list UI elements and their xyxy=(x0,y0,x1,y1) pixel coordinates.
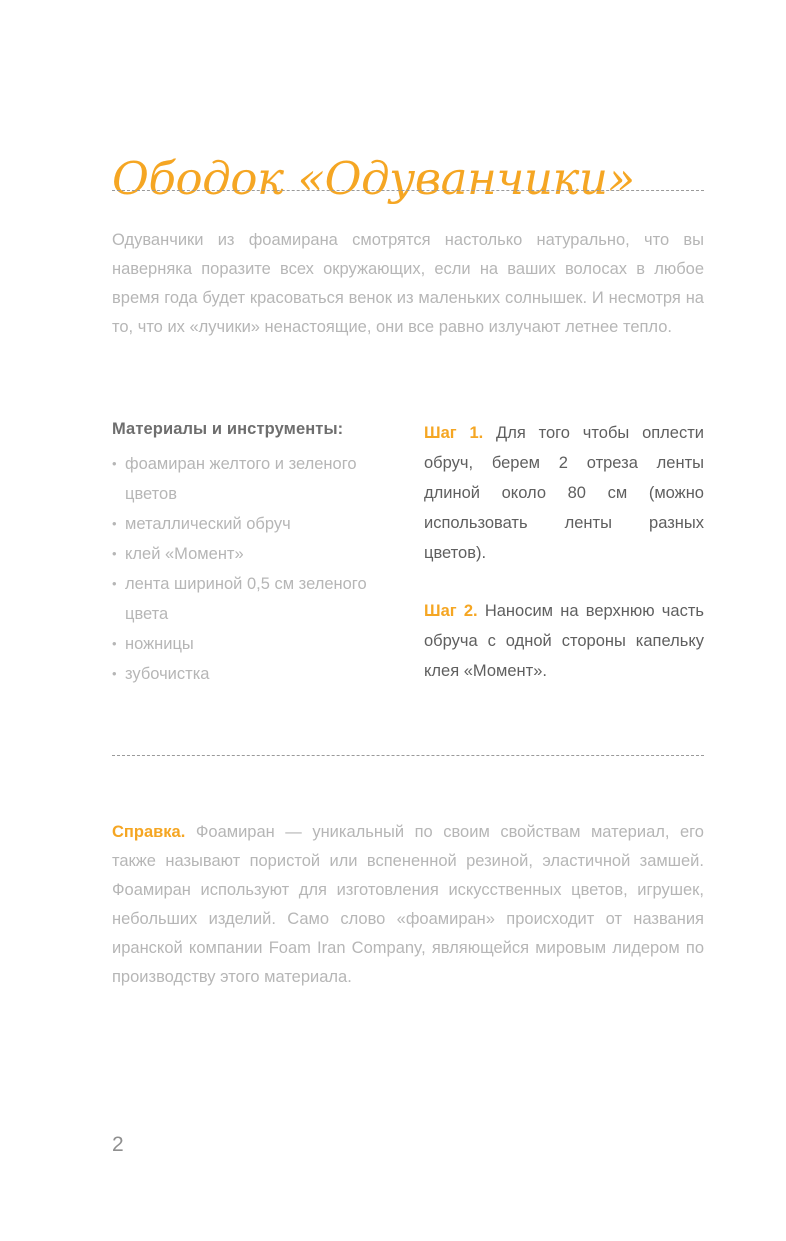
step-1 xyxy=(424,418,704,568)
step-2-label: Шаг 2. xyxy=(424,602,478,620)
step-1-text: Для того чтобы оплести обруч, берем 2 отреза ленты длиной около 80 см (можно использовать ленты разных цветов). xyxy=(424,424,705,562)
materials-list xyxy=(112,449,394,689)
page-title: Ободок «Одуванчики» xyxy=(112,152,635,206)
page-number: 2 xyxy=(112,1133,124,1156)
list-item: • лента шириной 0,5 см зеленого цвета xyxy=(112,569,394,629)
list-item: • зубочистка xyxy=(112,659,394,689)
intro-paragraph: Одуванчики из фоамирана смотрятся настолько натурально, что вы наверняка поразите всех окружающих, если на ваших волосах в любое время года будет красоваться венок из маленьких солнышек. И несмотря на то, что их «лучики» ненастоящие, они все равно излучают летнее тепло. xyxy=(112,230,704,336)
reference-paragraph xyxy=(112,818,704,992)
step-2 xyxy=(424,596,704,686)
divider-above-reference xyxy=(112,755,704,756)
materials-column xyxy=(112,418,394,689)
step-1-label: Шаг 1. xyxy=(424,424,484,442)
steps-column xyxy=(424,418,704,686)
reference-label: Справка. xyxy=(112,822,186,841)
step-2-text: Наносим на верхнюю часть обруча с одной стороны капельку клея «Момент». xyxy=(424,602,704,680)
divider-under-title xyxy=(112,190,704,191)
list-item: • фоамиран желтого и зеленого цветов xyxy=(112,449,394,509)
list-item: • металлический обруч xyxy=(112,509,394,539)
list-item: • ножницы xyxy=(112,629,394,659)
reference-text: Фоамиран — уникальный по своим свойствам материал, его также называют пористой или вспененной резиной, эластичной замшей. Фоамиран используют для изготовления искусственных цветов, игрушек, небольших изделий. Само слово «фоамиран» происходит от названия иранской компании Foam Iran Company, являющейся мировым лидером по производству этого материала. xyxy=(112,822,704,986)
materials-heading: Материалы и инструменты: xyxy=(112,420,344,438)
list-item: • клей «Момент» xyxy=(112,539,394,569)
